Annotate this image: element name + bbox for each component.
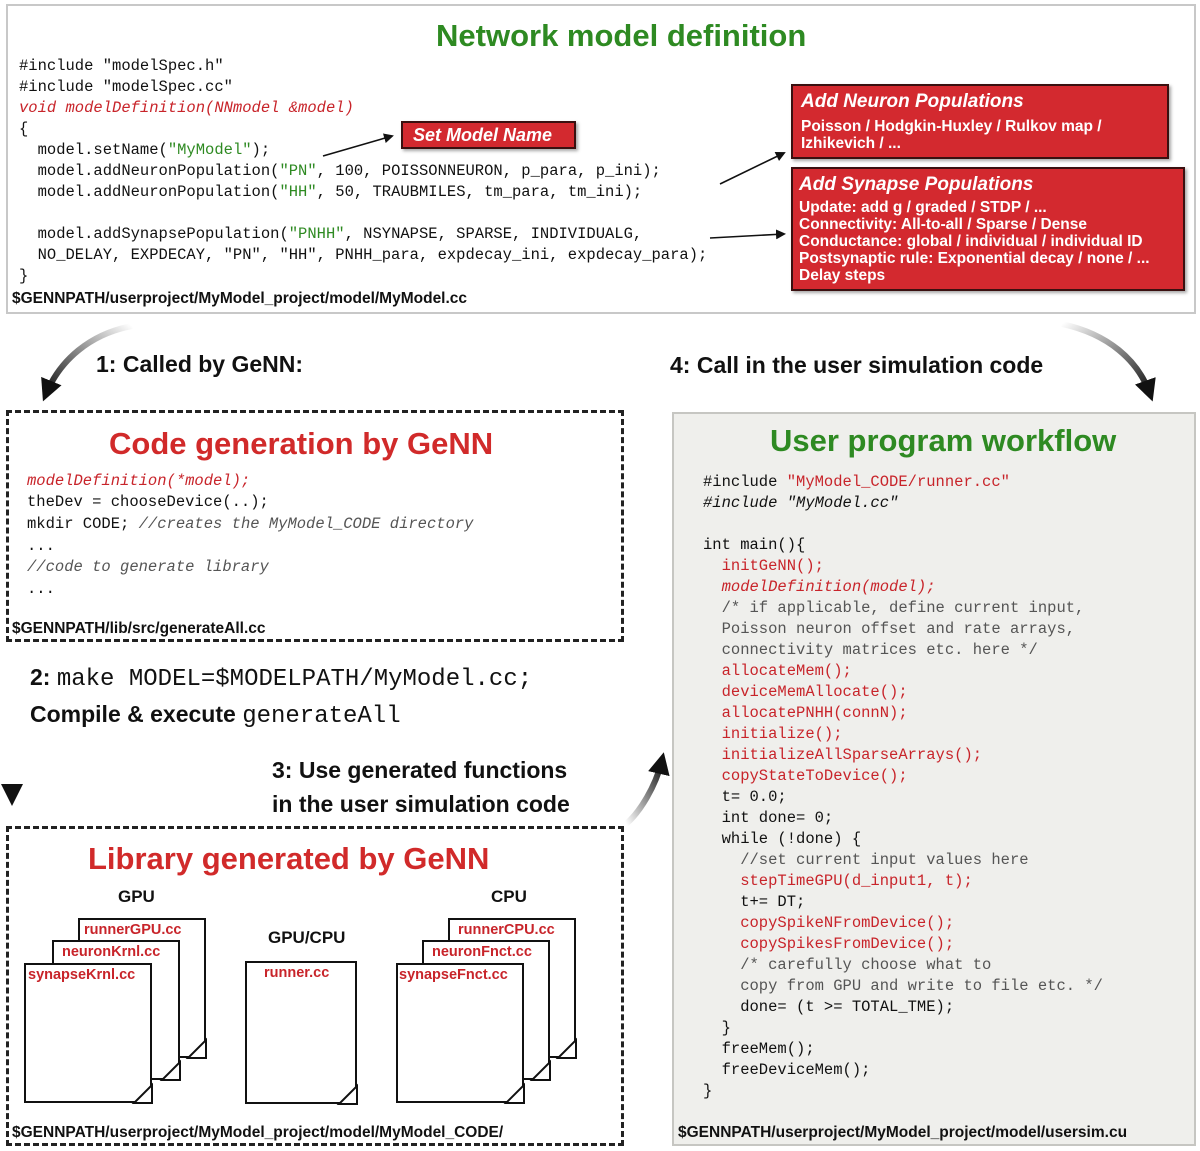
synapse-option-line: Update: add g / graded / STDP / ... (799, 199, 1047, 216)
code-line: t= 0.0; (703, 788, 787, 806)
arrow-step-1 (46, 326, 132, 394)
code-token: model.addNeuronPopulation( (19, 162, 280, 180)
page-fold-marks (134, 1040, 576, 1104)
file-name: neuronFnct.cc (432, 944, 532, 960)
code-line: ... (27, 537, 55, 555)
code-token: #include (703, 473, 787, 491)
synapse-option-line: Conductance: global / individual / individual ID (799, 233, 1143, 250)
code-line: allocatePNHH(connN); (703, 704, 908, 722)
code-line: Poisson neuron offset and rate arrays, (703, 620, 1076, 638)
code-line: /* carefully choose what to (703, 956, 992, 974)
generate-all-command: generateAll (242, 703, 401, 730)
arrow-step-3 (626, 760, 662, 824)
page-fold (532, 1062, 550, 1080)
file-name: synapseKrnl.cc (28, 967, 136, 983)
library-title: Library generated by GeNN (88, 841, 490, 876)
code-line: initializeAllSparseArrays(); (703, 746, 983, 764)
set-model-name-label: Set Model Name (413, 125, 553, 145)
file-name: runnerGPU.cc (84, 922, 182, 938)
code-token: mkdir CODE; (27, 515, 139, 533)
code-line: theDev = chooseDevice(..); (27, 493, 269, 511)
code-token: "HH" (279, 183, 317, 201)
code-token: , 100, POISSONNEURON, p_para, p_ini); (316, 162, 661, 180)
cpu-group-label: CPU (491, 887, 527, 906)
code-line: //set current input values here (703, 851, 1029, 869)
code-line: void modelDefinition(NNmodel &model) (19, 99, 354, 117)
code-token: ); (251, 141, 271, 159)
page-fold (506, 1085, 524, 1103)
arrow-set-model-name (323, 136, 392, 156)
step-3-label-line2: in the user simulation code (272, 791, 570, 817)
code-line: NO_DELAY, EXPDECAY, "PN", "HH", PNHH_para, expdecay_ini, expdecay_para); (19, 246, 708, 264)
code-token: , 50, TRAUBMILES, tm_para, tm_ini); (316, 183, 643, 201)
code-line: initGeNN(); (703, 557, 824, 575)
make-command: make MODEL=$MODELPATH/MyModel.cc; (56, 666, 533, 693)
gpu-group-label: GPU (118, 887, 155, 906)
arrow-step-4 (1062, 324, 1150, 394)
code-line: int main(){ (703, 536, 806, 554)
page-fold (134, 1085, 152, 1103)
code-line: copyStateToDevice(); (703, 767, 908, 785)
code-line: } (703, 1082, 713, 1100)
code-line: #include "modelSpec.h" (19, 57, 224, 75)
file-name: synapseFnct.cc (399, 967, 508, 983)
generate-all-path: $GENNPATH/lib/src/generateAll.cc (12, 620, 266, 637)
code-line: allocateMem(); (703, 662, 852, 680)
code-comment: //creates the MyModel_CODE directory (138, 515, 474, 533)
code-token: model.addSynapsePopulation( (19, 225, 289, 243)
code-token: model.setName( (19, 141, 168, 159)
code-line: copySpikeNFromDevice(); (703, 914, 955, 932)
code-line: modelDefinition(model); (703, 578, 936, 596)
code-token: "PNHH" (288, 225, 345, 243)
code-token: "MyModel.cc" (786, 494, 899, 512)
step-1-label: 1: Called by GeNN: (96, 351, 304, 377)
code-line: { (19, 120, 29, 138)
neuron-types-line: Poisson / Hodgkin-Huxley / Rulkov map / (801, 118, 1102, 135)
code-token: "MyModel" (167, 141, 252, 159)
code-line: /* if applicable, define current input, (703, 599, 1085, 617)
model-definition-title: Network model definition (436, 18, 807, 53)
page-fold (188, 1040, 206, 1058)
file-name: neuronKrnl.cc (62, 944, 161, 960)
step-3-label-line1: 3: Use generated functions (272, 757, 568, 783)
code-line: #include "modelSpec.cc" (19, 78, 233, 96)
file-name: runner.cc (264, 965, 330, 981)
code-line: copySpikesFromDevice(); (703, 935, 955, 953)
code-generation-title: Code generation by GeNN (109, 426, 494, 461)
code-token: "MyModel_CODE/runner.cc" (786, 473, 1010, 491)
synapse-option-line: Delay steps (799, 267, 886, 284)
library-path: $GENNPATH/userproject/MyModel_project/model/MyModel_CODE/ (12, 1124, 504, 1141)
code-token: #include (703, 494, 787, 512)
synapse-option-line: Connectivity: All-to-all / Sparse / Dense (799, 216, 1087, 233)
step-4-label: 4: Call in the user simulation code (670, 352, 1044, 378)
model-file-path: $GENNPATH/userproject/MyModel_project/model/MyModel.cc (12, 290, 468, 307)
arrow-add-synapse (710, 234, 784, 238)
code-line: } (19, 267, 29, 285)
code-token: "PN" (279, 162, 317, 180)
compile-text: Compile & execute (30, 701, 236, 727)
code-line: int done= 0; (703, 809, 834, 827)
add-neuron-populations-title: Add Neuron Populations (801, 91, 1024, 112)
neuron-types-line: Izhikevich / ... (801, 135, 901, 152)
step-2-number: 2: (30, 664, 51, 690)
add-synapse-populations-title: Add Synapse Populations (799, 174, 1034, 195)
code-line: initialize(); (703, 725, 843, 743)
code-line: modelDefinition(*model); (27, 472, 251, 490)
gpucpu-group-label: GPU/CPU (268, 928, 346, 947)
synapse-option-line: Postsynaptic rule: Exponential decay / none / ... (799, 250, 1150, 267)
page-fold (162, 1062, 180, 1080)
code-line: //code to generate library (27, 558, 269, 576)
code-line: } (703, 1019, 731, 1037)
user-program-title: User program workflow (770, 423, 1117, 458)
code-line: t+= DT; (703, 893, 806, 911)
code-line: connectivity matrices etc. here */ (703, 641, 1038, 659)
file-name: runnerCPU.cc (458, 922, 555, 938)
code-token: , NSYNAPSE, SPARSE, INDIVIDUALG, (344, 225, 643, 243)
page-fold (558, 1040, 576, 1058)
code-line: copy from GPU and write to file etc. */ (703, 977, 1103, 995)
code-line: freeDeviceMem(); (703, 1061, 871, 1079)
page-fold (339, 1086, 357, 1104)
arrow-add-neuron (720, 153, 784, 184)
code-line: freeMem(); (703, 1040, 815, 1058)
usersim-path: $GENNPATH/userproject/MyModel_project/model/usersim.cu (678, 1124, 1128, 1141)
code-line: stepTimeGPU(d_input1, t); (703, 872, 973, 890)
code-token: model.addNeuronPopulation( (19, 183, 280, 201)
code-line: done= (t >= TOTAL_TME); (703, 998, 955, 1016)
code-line: deviceMemAllocate(); (703, 683, 908, 701)
code-line: ... (27, 580, 55, 598)
code-line: while (!done) { (703, 830, 862, 848)
